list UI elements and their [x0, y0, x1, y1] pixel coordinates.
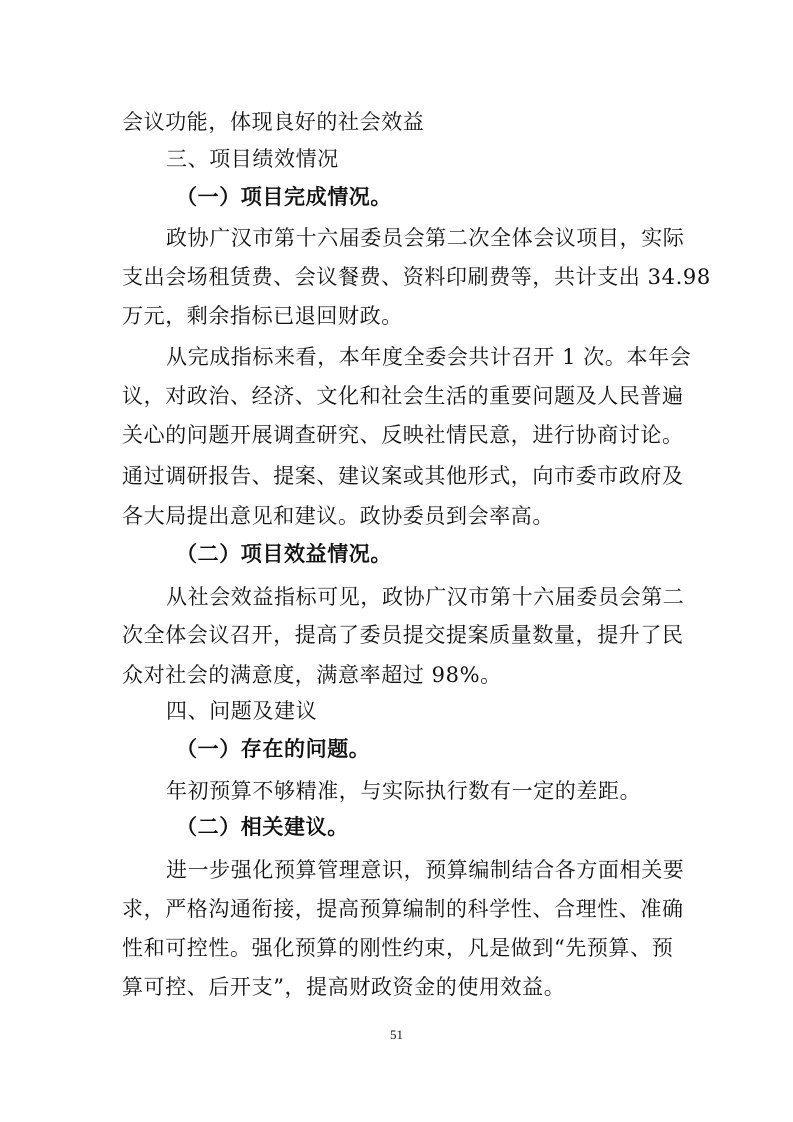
subsection-heading: （一）项目完成情况。: [176, 184, 392, 209]
paragraph-line: 从完成指标来看，本年度全委会共计召开 1 次。本年会: [166, 345, 692, 369]
subsection-heading: （二）相关建议。: [176, 814, 349, 839]
paragraph-line: 支出会场租赁费、会议餐费、资料印刷费等，共计支出 34.98: [122, 265, 711, 289]
paragraph-line: 关心的问题开展调查研究、反映社情民意，进行协商讨论。: [122, 423, 684, 447]
paragraph-line: 政协广汉市第十六届委员会第二次全体会议项目，实际: [166, 226, 685, 250]
paragraph-line: 议，对政治、经济、文化和社会生活的重要问题及人民普遍: [122, 384, 684, 408]
paragraph-line: 万元，剩余指标已退回财政。: [122, 304, 403, 328]
paragraph-line: 年初预算不够精准，与实际执行数有一定的差距。: [166, 779, 642, 803]
paragraph-line: 次全体会议召开，提高了委员提交提案质量数量，提升了民: [122, 623, 684, 647]
section-heading: 三、项目绩效情况: [166, 147, 339, 171]
page-number: 51: [390, 1027, 403, 1042]
paragraph-line: 众对社会的满意度，满意率超过 98%。: [122, 663, 502, 687]
section-heading: 四、问题及建议: [166, 699, 318, 723]
paragraph-line: 性和可控性。强化预算的刚性约束，凡是做到“先预算、预: [122, 936, 674, 960]
paragraph-line: 从社会效益指标可见，政协广汉市第十六届委员会第二: [166, 585, 685, 609]
paragraph-line: 各大局提出意见和建议。政协委员到会率高。: [122, 504, 554, 528]
subsection-heading: （二）项目效益情况。: [176, 541, 392, 566]
paragraph-line: 求，严格沟通衔接，提高预算编制的科学性、合理性、准确: [122, 897, 684, 921]
paragraph-line: 通过调研报告、提案、建议案或其他形式，向市委市政府及: [122, 464, 684, 488]
paragraph-line: 会议功能，体现良好的社会效益: [122, 110, 425, 134]
paragraph-line: 进一步强化预算管理意识，预算编制结合各方面相关要: [166, 858, 685, 882]
paragraph-line: 算可控、后开支”，提高财政资金的使用效益。: [122, 975, 566, 999]
subsection-heading: （一）存在的问题。: [176, 736, 371, 761]
